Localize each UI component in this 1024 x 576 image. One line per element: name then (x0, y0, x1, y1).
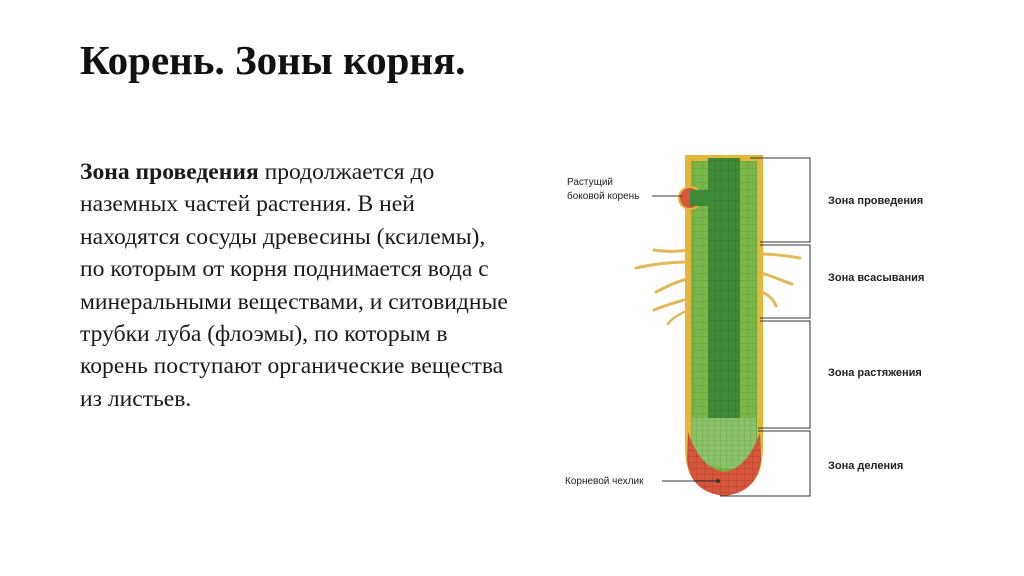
lateral-root-label-line1: Растущий (567, 177, 613, 188)
root-cap-label: Корневой чехлик (565, 476, 644, 487)
term-highlight: Зона проведения (80, 159, 259, 185)
root-zones-diagram (560, 150, 940, 510)
zone-label-elongation: Зона растяжения (828, 367, 922, 379)
body-paragraph (80, 156, 510, 415)
zone-label-conduction: Зона проведения (828, 195, 924, 207)
lateral-root-label-line2: боковой корень (567, 191, 640, 202)
zone-label-absorption: Зона всасывания (828, 272, 925, 284)
zone-label-division: Зона деления (828, 460, 904, 472)
paragraph-text: продолжается до наземных частей растения. В ней находятся сосуды древесины (ксилемы), по которым от корня поднимается вода с минеральными веществами, и ситовидные трубки луба (флоэмы), по которым в корень поступают органические вещества из листьев. (80, 159, 508, 412)
slide-title: Корень. Зоны корня. (80, 37, 466, 83)
central-cylinder (708, 158, 740, 426)
root-body (679, 158, 761, 496)
